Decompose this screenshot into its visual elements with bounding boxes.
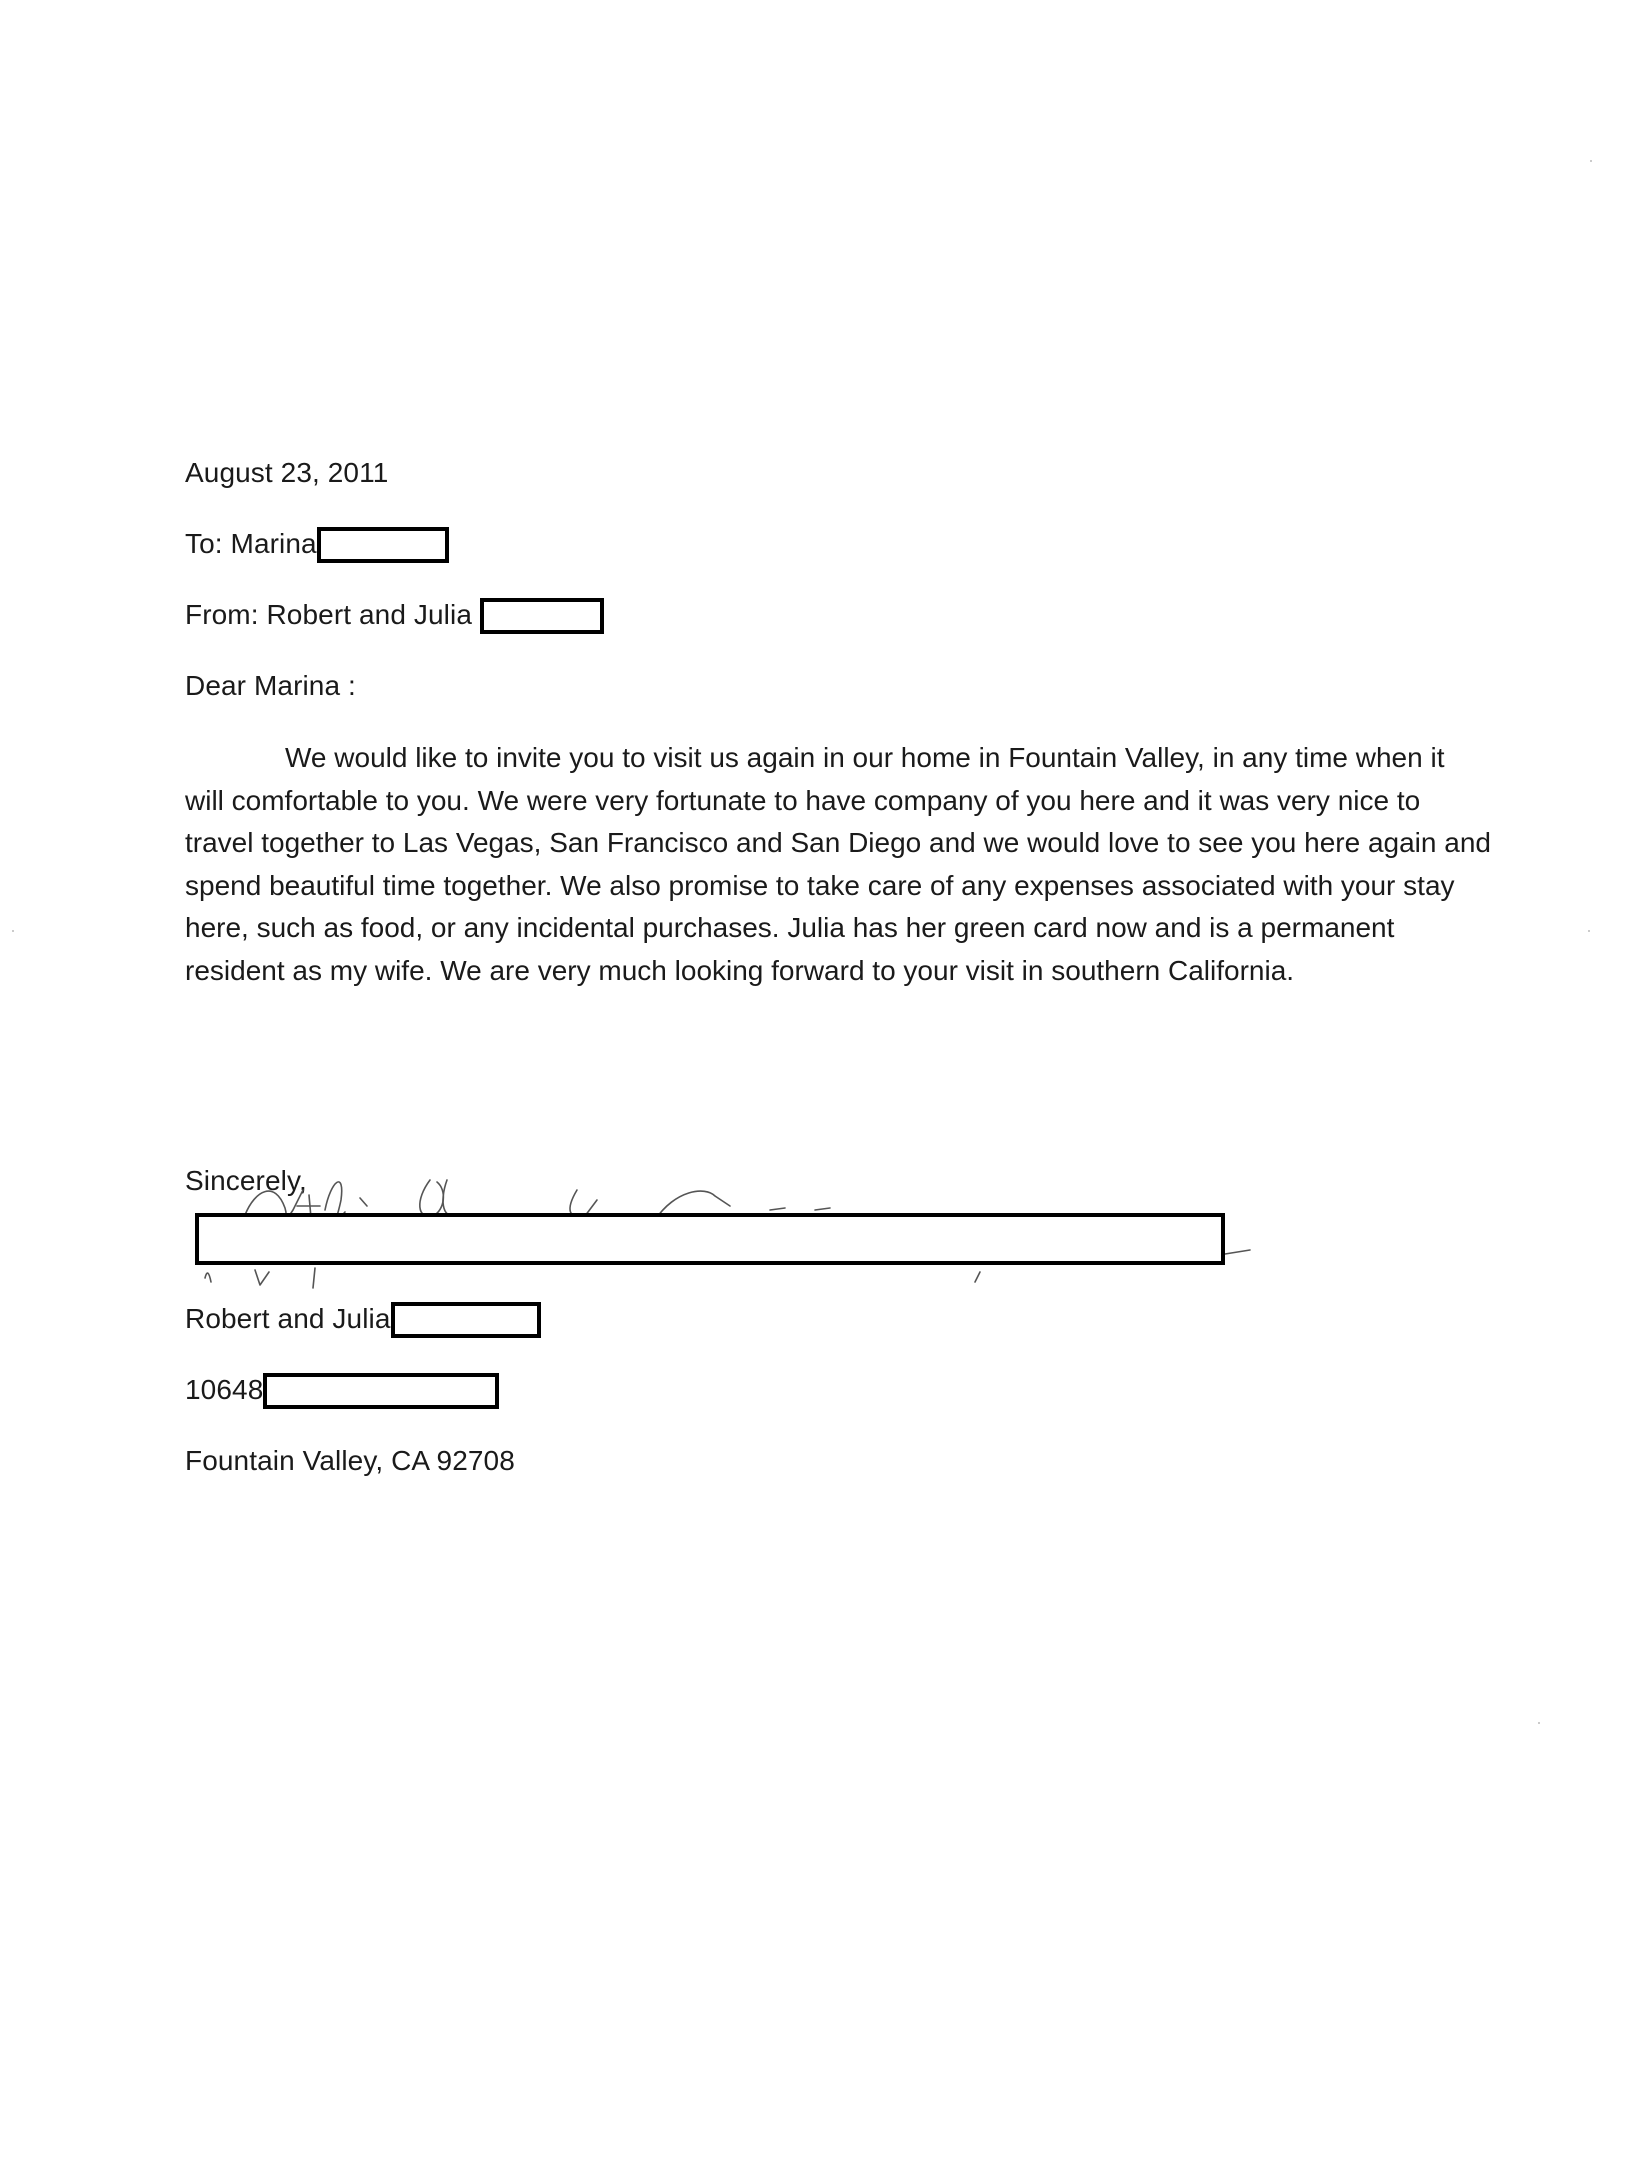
scan-artifact <box>1588 930 1590 932</box>
body-line: travel together to Las Vegas, San Francisco and San Diego and we would love to see you here again and <box>185 827 1491 858</box>
body-line: here, such as food, or any incidental purchases. Julia has her green card now and is a permanent <box>185 912 1395 943</box>
signature-block <box>185 1150 1285 1290</box>
scan-artifact <box>1590 160 1592 162</box>
to-label: To: Marina <box>185 528 317 559</box>
body-line: resident as my wife. We are very much looking forward to your visit in southern California. <box>185 954 1295 986</box>
redaction-box-signature <box>195 1213 1225 1265</box>
to-line <box>185 527 449 563</box>
redaction-box-sender-surname <box>480 598 604 634</box>
address-city-line: Fountain Valley, CA 92708 <box>185 1445 515 1476</box>
redaction-box-signature-surname <box>391 1302 541 1338</box>
from-line <box>185 598 604 634</box>
letter-body <box>185 737 1505 992</box>
scan-artifact <box>1538 1722 1540 1724</box>
body-line: spend beautiful time together. We also promise to take care of any expenses associated with your stay <box>185 869 1455 901</box>
letter-date: August 23, 2011 <box>185 457 389 488</box>
scan-artifact <box>12 930 14 932</box>
address-number: 10648 <box>185 1374 264 1405</box>
from-label: From: Robert and Julia <box>185 599 480 630</box>
redaction-box-street <box>263 1373 499 1409</box>
salutation: Dear Marina : <box>185 670 356 701</box>
address-street-line <box>185 1373 499 1409</box>
redaction-box-recipient-surname <box>317 527 449 563</box>
closing: Sincerely, <box>185 1165 307 1196</box>
signature-name-line <box>185 1302 541 1338</box>
signature-name: Robert and Julia <box>185 1303 391 1334</box>
body-line: will comfortable to you. We were very fortunate to have company of you here and it was very nice to <box>185 784 1421 816</box>
body-line: We would like to invite you to visit us again in our home in Fountain Valley, in any time when it <box>285 742 1445 773</box>
